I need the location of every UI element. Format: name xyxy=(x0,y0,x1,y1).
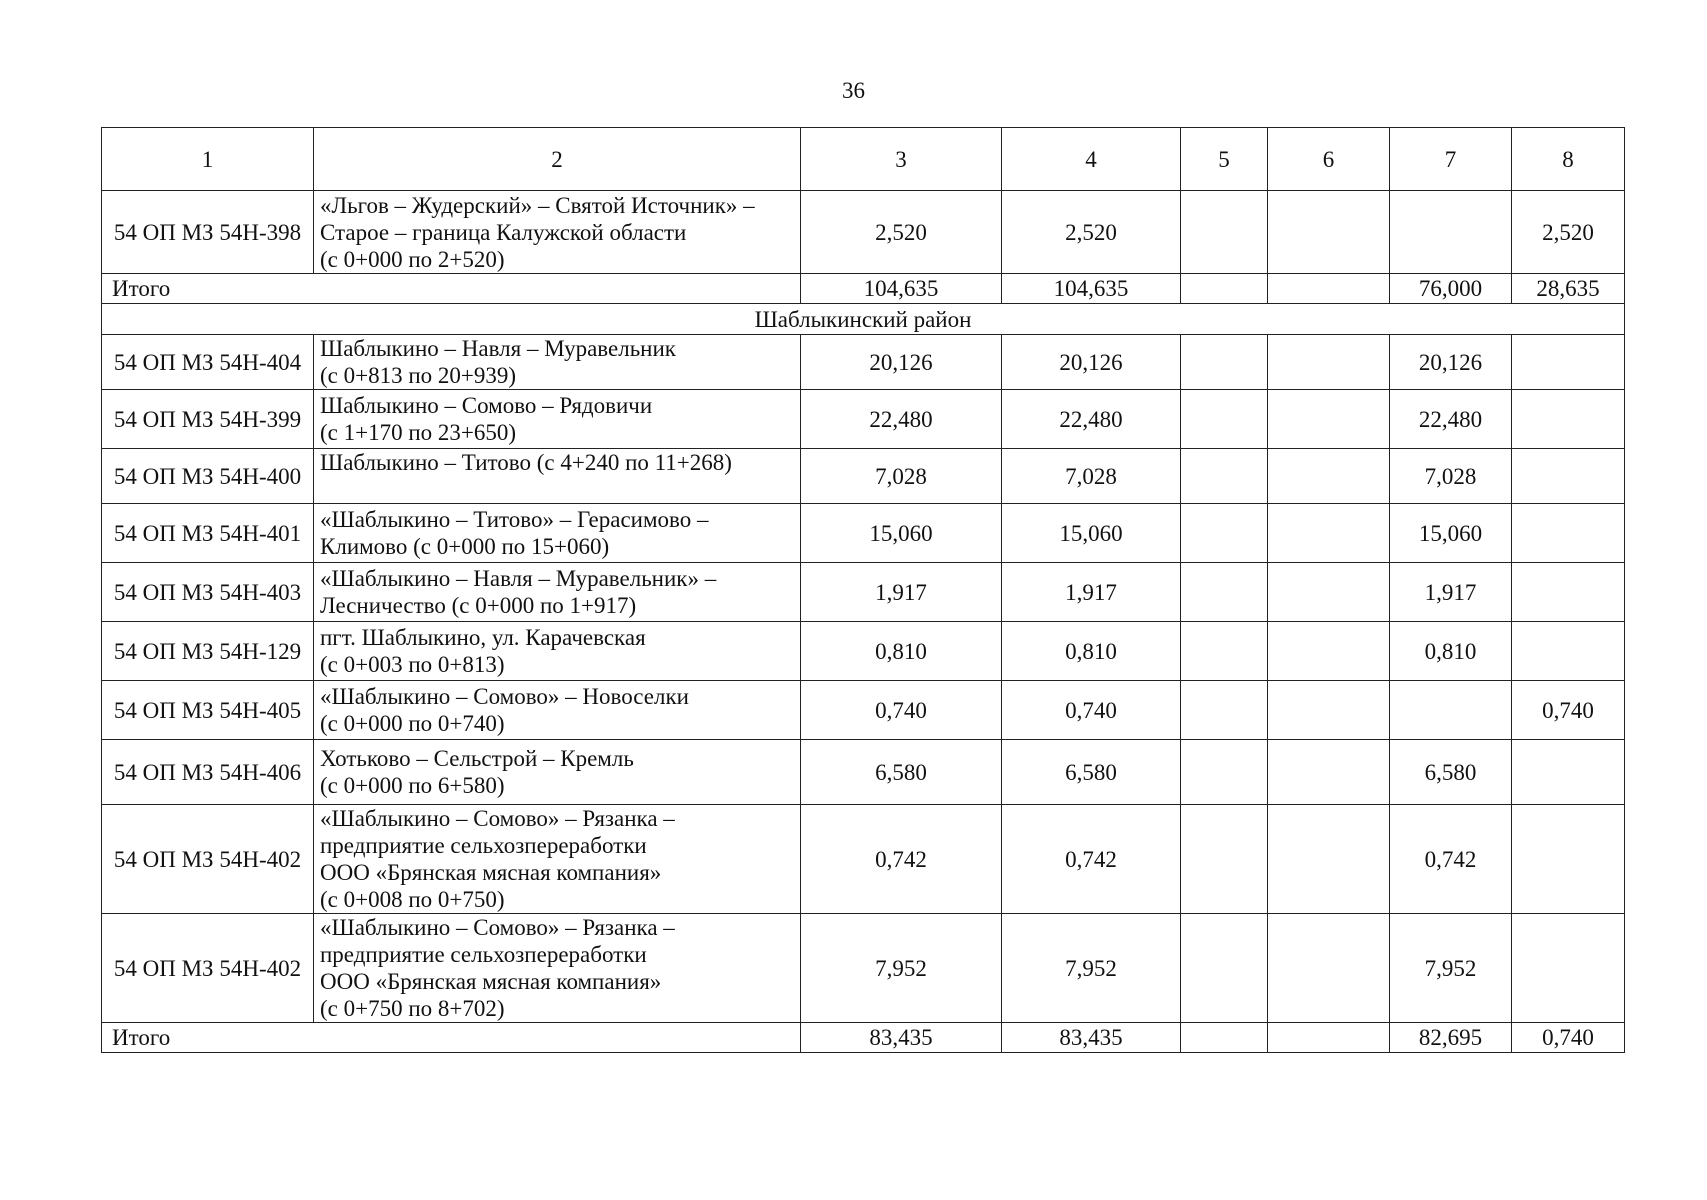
length-value-c8 xyxy=(1512,449,1625,504)
length-value-c3: 1,917 xyxy=(801,563,1002,622)
table-row xyxy=(102,191,1625,274)
total-value-c4: 104,635 xyxy=(1002,274,1181,304)
road-name-line: (с 1+170 по 23+650) xyxy=(320,420,517,445)
length-value-c7: 22,480 xyxy=(1390,390,1512,449)
total-label: Итого xyxy=(102,274,801,304)
length-value-c5 xyxy=(1181,622,1268,681)
column-header: 5 xyxy=(1181,128,1268,191)
road-name xyxy=(314,805,801,914)
length-value-c4: 1,917 xyxy=(1002,563,1181,622)
column-header: 6 xyxy=(1268,128,1390,191)
length-value-c6 xyxy=(1268,914,1390,1023)
total-value-c5 xyxy=(1181,1023,1268,1053)
road-name-line: (с 0+000 по 6+580) xyxy=(320,773,505,798)
road-name-line: (с 0+000 по 2+520) xyxy=(320,246,505,272)
length-value-c8: 2,520 xyxy=(1512,191,1625,274)
column-header: 1 xyxy=(102,128,314,191)
length-value-c3: 22,480 xyxy=(801,390,1002,449)
table-row xyxy=(102,914,1625,1023)
district-name: Шаблыкинский район xyxy=(102,304,1625,335)
length-value-c6 xyxy=(1268,504,1390,563)
length-value-c5 xyxy=(1181,191,1268,274)
length-value-c3: 7,028 xyxy=(801,449,1002,504)
length-value-c8 xyxy=(1512,805,1625,914)
length-value-c4: 15,060 xyxy=(1002,504,1181,563)
road-name-line: Шаблыкино – Сомово – Рядовичи xyxy=(320,393,653,418)
total-value-c3: 104,635 xyxy=(801,274,1002,304)
road-name-line: Климово (с 0+000 по 15+060) xyxy=(320,534,610,559)
road-name-line: предприятие сельхозпереработки xyxy=(320,942,647,967)
total-value-c3: 83,435 xyxy=(801,1023,1002,1053)
column-header: 4 xyxy=(1002,128,1181,191)
road-table xyxy=(101,127,1625,1053)
total-value-c6 xyxy=(1268,1023,1390,1053)
length-value-c8 xyxy=(1512,740,1625,805)
length-value-c7: 7,028 xyxy=(1390,449,1512,504)
road-name-line: Старое – граница Калужской области xyxy=(320,219,687,245)
road-name xyxy=(314,449,801,504)
road-name-line: Хотьково – Сельстрой – Кремль xyxy=(320,746,634,771)
length-value-c8 xyxy=(1512,914,1625,1023)
road-name xyxy=(314,914,801,1023)
total-label: Итого xyxy=(102,1023,801,1053)
column-header: 7 xyxy=(1390,128,1512,191)
road-code: 54 ОП МЗ 54Н-129 xyxy=(102,622,314,681)
length-value-c6 xyxy=(1268,805,1390,914)
road-name-line: «Шаблыкино – Титово» – Герасимово – xyxy=(320,507,709,532)
length-value-c8 xyxy=(1512,335,1625,390)
table-row xyxy=(102,622,1625,681)
length-value-c4: 2,520 xyxy=(1002,191,1181,274)
length-value-c7: 15,060 xyxy=(1390,504,1512,563)
length-value-c4: 7,952 xyxy=(1002,914,1181,1023)
length-value-c7: 1,917 xyxy=(1390,563,1512,622)
total-value-c8: 0,740 xyxy=(1512,1023,1625,1053)
length-value-c6 xyxy=(1268,449,1390,504)
road-code: 54 ОП МЗ 54Н-402 xyxy=(102,914,314,1023)
total-value-c8: 28,635 xyxy=(1512,274,1625,304)
road-code: 54 ОП МЗ 54Н-402 xyxy=(102,805,314,914)
total-value-c5 xyxy=(1181,274,1268,304)
page-number: 36 xyxy=(842,78,865,103)
road-name-line: (с 0+000 по 0+740) xyxy=(320,711,505,736)
road-name-line: (с 0+813 по 20+939) xyxy=(320,363,517,388)
table-row xyxy=(102,740,1625,805)
length-value-c8 xyxy=(1512,390,1625,449)
total-value-c4: 83,435 xyxy=(1002,1023,1181,1053)
road-name-line: «Шаблыкино – Сомово» – Рязанка – xyxy=(320,915,675,940)
length-value-c8 xyxy=(1512,563,1625,622)
length-value-c3: 15,060 xyxy=(801,504,1002,563)
road-name-line: (с 0+008 по 0+750) xyxy=(320,887,505,912)
length-value-c4: 20,126 xyxy=(1002,335,1181,390)
length-value-c3: 6,580 xyxy=(801,740,1002,805)
road-code: 54 ОП МЗ 54Н-399 xyxy=(102,390,314,449)
length-value-c4: 0,742 xyxy=(1002,805,1181,914)
length-value-c6 xyxy=(1268,335,1390,390)
road-name-line: ООО «Брянская мясная компания» xyxy=(320,969,662,994)
road-name xyxy=(314,390,801,449)
road-name-line: «Шаблыкино – Навля – Муравельник» – xyxy=(320,566,717,591)
road-name-line: «Шаблыкино – Сомово» – Рязанка – xyxy=(320,806,675,831)
length-value-c7: 6,580 xyxy=(1390,740,1512,805)
road-name xyxy=(314,191,801,274)
column-header-row xyxy=(102,128,1625,191)
length-value-c7: 0,810 xyxy=(1390,622,1512,681)
road-name-line: «Шаблыкино – Сомово» – Новоселки xyxy=(320,684,689,709)
total-value-c6 xyxy=(1268,274,1390,304)
road-code: 54 ОП МЗ 54Н-398 xyxy=(102,191,314,274)
length-value-c6 xyxy=(1268,740,1390,805)
length-value-c4: 7,028 xyxy=(1002,449,1181,504)
road-code: 54 ОП МЗ 54Н-406 xyxy=(102,740,314,805)
length-value-c3: 0,740 xyxy=(801,681,1002,740)
column-header: 8 xyxy=(1512,128,1625,191)
length-value-c3: 20,126 xyxy=(801,335,1002,390)
length-value-c8 xyxy=(1512,504,1625,563)
length-value-c7 xyxy=(1390,681,1512,740)
length-value-c5 xyxy=(1181,681,1268,740)
length-value-c4: 0,740 xyxy=(1002,681,1181,740)
road-name xyxy=(314,563,801,622)
length-value-c5 xyxy=(1181,449,1268,504)
road-code: 54 ОП МЗ 54Н-404 xyxy=(102,335,314,390)
length-value-c6 xyxy=(1268,191,1390,274)
total-value-c7: 76,000 xyxy=(1390,274,1512,304)
road-name xyxy=(314,681,801,740)
table-row xyxy=(102,390,1625,449)
road-code: 54 ОП МЗ 54Н-401 xyxy=(102,504,314,563)
length-value-c3: 7,952 xyxy=(801,914,1002,1023)
table-body xyxy=(102,128,1625,1053)
road-name-line: Лесничество (с 0+000 по 1+917) xyxy=(320,593,637,618)
table-row xyxy=(102,335,1625,390)
road-name xyxy=(314,622,801,681)
length-value-c4: 6,580 xyxy=(1002,740,1181,805)
length-value-c6 xyxy=(1268,390,1390,449)
length-value-c5 xyxy=(1181,914,1268,1023)
road-code: 54 ОП МЗ 54Н-405 xyxy=(102,681,314,740)
length-value-c5 xyxy=(1181,335,1268,390)
length-value-c8: 0,740 xyxy=(1512,681,1625,740)
total-row xyxy=(102,274,1625,304)
length-value-c3: 0,810 xyxy=(801,622,1002,681)
road-name-line: ООО «Брянская мясная компания» xyxy=(320,860,662,885)
road-name-line: Шаблыкино – Титово (с 4+240 по 11+268) xyxy=(320,450,732,475)
length-value-c7: 0,742 xyxy=(1390,805,1512,914)
road-name xyxy=(314,504,801,563)
length-value-c5 xyxy=(1181,740,1268,805)
road-name-line: предприятие сельхозпереработки xyxy=(320,833,647,858)
length-value-c5 xyxy=(1181,390,1268,449)
table-row xyxy=(102,563,1625,622)
table-row xyxy=(102,449,1625,504)
length-value-c6 xyxy=(1268,681,1390,740)
column-header: 2 xyxy=(314,128,801,191)
road-name-line: (с 0+003 по 0+813) xyxy=(320,652,505,677)
road-name-line: пгт. Шаблыкино, ул. Карачевская xyxy=(320,625,646,650)
table-row xyxy=(102,504,1625,563)
road-name xyxy=(314,740,801,805)
total-value-c7: 82,695 xyxy=(1390,1023,1512,1053)
total-row xyxy=(102,1023,1625,1053)
length-value-c8 xyxy=(1512,622,1625,681)
road-code: 54 ОП МЗ 54Н-400 xyxy=(102,449,314,504)
length-value-c3: 2,520 xyxy=(801,191,1002,274)
length-value-c7: 7,952 xyxy=(1390,914,1512,1023)
table-row xyxy=(102,681,1625,740)
road-name-line: «Льгов – Жудерский» – Святой Источник» – xyxy=(320,192,755,218)
road-name-line xyxy=(320,476,794,503)
length-value-c6 xyxy=(1268,563,1390,622)
length-value-c4: 0,810 xyxy=(1002,622,1181,681)
district-row xyxy=(102,304,1625,335)
length-value-c5 xyxy=(1181,504,1268,563)
road-code: 54 ОП МЗ 54Н-403 xyxy=(102,563,314,622)
length-value-c5 xyxy=(1181,563,1268,622)
length-value-c7 xyxy=(1390,191,1512,274)
column-header: 3 xyxy=(801,128,1002,191)
length-value-c7: 20,126 xyxy=(1390,335,1512,390)
road-name-line: (с 0+750 по 8+702) xyxy=(320,996,505,1021)
length-value-c5 xyxy=(1181,805,1268,914)
road-name xyxy=(314,335,801,390)
road-name-line: Шаблыкино – Навля – Муравельник xyxy=(320,336,676,361)
table-row xyxy=(102,805,1625,914)
length-value-c6 xyxy=(1268,622,1390,681)
length-value-c4: 22,480 xyxy=(1002,390,1181,449)
length-value-c3: 0,742 xyxy=(801,805,1002,914)
